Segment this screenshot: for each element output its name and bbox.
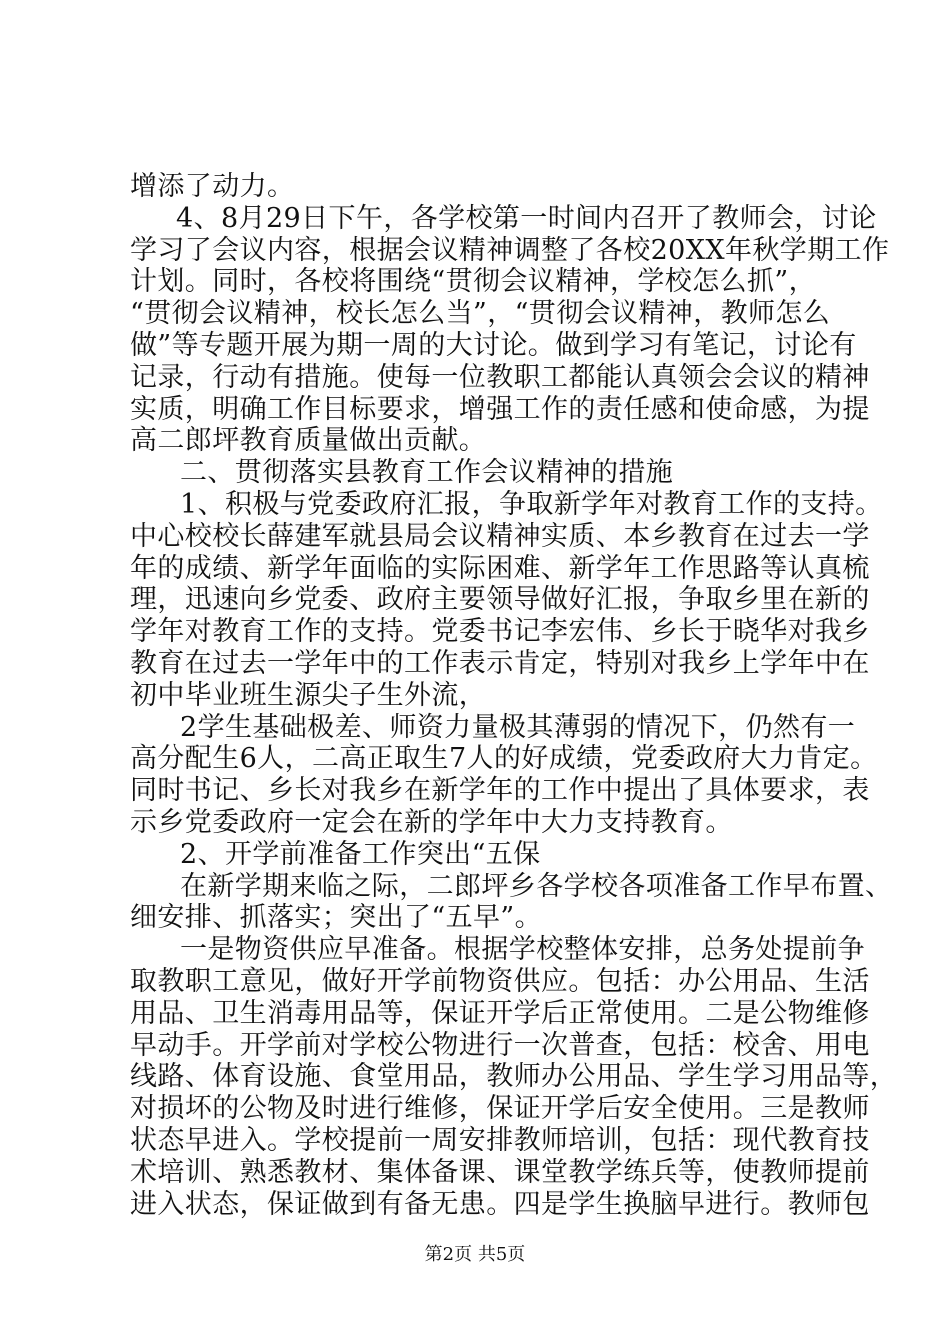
text-line: 高分配生6人，二高正取生7人的好成绩，党委政府大力肯定。 [130,743,878,775]
document-body [130,171,898,1220]
text-line: 2学生基础极差、师资力量极其薄弱的情况下，仍然有一 [180,711,856,743]
text-line: 示乡党委政府一定会在新的学年中大力支持教育。 [130,806,733,838]
text-line: 术培训、熟悉教材、集体备课、课堂教学练兵等，使教师提前 [130,1156,870,1188]
text-line: 状态早进入。学校提前一周安排教师培训，包括：现代教育技 [130,1124,870,1156]
text-line: “贯彻会议精神，校长怎么当”，“贯彻会议精神，教师怎么 [130,298,831,330]
text-line: 用品、卫生消毒用品等，保证开学后正常使用。二是公物维修 [130,997,870,1029]
text-line: 中心校校长薛建军就县局会议精神实质、本乡教育在过去一学 [130,520,870,552]
text-line: 4、8月29日下午，各学校第一时间内召开了教师会，讨论 [176,202,877,234]
text-line: 增添了动力。 [130,171,295,202]
text-line: 理，迅速向乡党委、政府主要领导做好汇报，争取乡里在新的 [130,584,870,616]
text-line: 对损坏的公物及时进行维修，保证开学后安全使用。三是教师 [130,1093,870,1125]
text-line: 学年对教育工作的支持。党委书记李宏伟、乡长于晓华对我乡 [130,616,870,648]
text-line: 做”等专题开展为期一周的大讨论。做到学习有笔记，讨论有 [130,329,857,361]
text-line: 年的成绩、新学年面临的实际困难、新学年工作思路等认真梳 [130,552,870,584]
text-line: 进入状态，保证做到有备无患。四是学生换脑早进行。教师包 [130,1188,870,1220]
section-heading: 2、开学前准备工作突出“五保 [180,838,541,870]
text-line: 初中毕业班生源尖子生外流， [130,679,487,711]
text-line: 实质，明确工作目标要求，增强工作的责任感和使命感，为提 [130,393,870,425]
text-line: 在新学期来临之际，二郎坪乡各学校各项准备工作早布置、 [180,870,893,902]
text-line: 取教职工意见，做好开学前物资供应。包括：办公用品、生活 [130,965,870,997]
text-line: 高二郎坪教育质量做出贡献。 [130,425,487,457]
text-line: 同时书记、乡长对我乡在新学年的工作中提出了具体要求，表 [130,775,870,807]
text-line: 计划。同时，各校将围绕“贯彻会议精神，学校怎么抓”， [130,266,817,298]
text-line: 早动手。开学前对学校公物进行一次普查，包括：校舍、用电 [130,1029,870,1061]
text-line: 1、积极与党委政府汇报，争取新学年对教育工作的支持。 [180,488,883,520]
text-line: 线路、体育设施、食堂用品，教师办公用品、学生学习用品等， [130,1061,898,1093]
text-line: 细安排、抓落实；突出了“五早”。 [130,902,543,934]
text-line: 记录，行动有措施。使每一位教职工都能认真领会会议的精神 [130,361,870,393]
text-line: 教育在过去一学年中的工作表示肯定，特别对我乡上学年中在 [130,647,870,679]
section-heading: 二、贯彻落实县教育工作会议精神的措施 [180,457,674,489]
text-line: 学习了会议内容，根据会议精神调整了各校20XX年秋学期工作 [130,234,890,266]
text-line: 一是物资供应早准备。根据学校整体安排，总务处提前争 [180,934,865,966]
page-footer: 第2页 共5页 [424,1244,526,1265]
